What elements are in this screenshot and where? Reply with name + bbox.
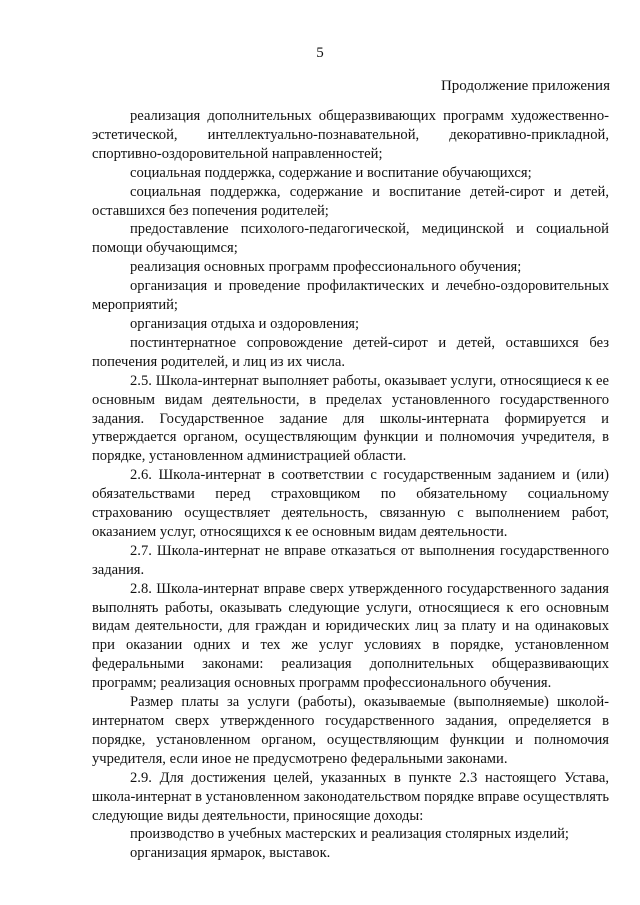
paragraph: постинтернатное сопровождение детей-сирот и детей, оставшихся без попечения родителей, и лиц из их числа. bbox=[92, 334, 609, 370]
paragraph: реализация дополнительных общеразвивающих программ художественно-эстетической, интеллектуально-познавательной, декоративно-прикладной, спортивно-оздоровительной направленностей; bbox=[92, 108, 609, 162]
paragraph-2-6: 2.6. Школа-интернат в соответствии с государственным заданием и (или) обязательствами перед страховщиком по обязательному социальному страхованию осуществляет деятельность, связанную с выполнением работ, оказанием услуг, относящихся к ее основным видам деятельности. bbox=[92, 467, 609, 540]
paragraph-2-5: 2.5. Школа-интернат выполняет работы, оказывает услуги, относящиеся к ее основным видам деятельности, в пределах установленного государственного задания. Государственное задание для школы-интерната формируется и утверждается органом, осуществляющим функции и полномочия учредителя, в порядке, установленном администрацией области. bbox=[92, 372, 609, 465]
paragraph: производство в учебных мастерских и реализация столярных изделий; bbox=[130, 826, 569, 843]
appendix-continuation-header: Продолжение приложения bbox=[440, 78, 610, 94]
paragraph-2-7: 2.7. Школа-интернат не вправе отказаться от выполнения государственного задания. bbox=[92, 542, 609, 578]
paragraph: организация и проведение профилактических и лечебно-оздоровительных мероприятий; bbox=[92, 278, 609, 314]
paragraph: реализация основных программ профессионального обучения; bbox=[130, 259, 522, 276]
paragraph: организация ярмарок, выставок. bbox=[130, 845, 331, 862]
document-body bbox=[92, 107, 609, 863]
paragraph: социальная поддержка, содержание и воспитание детей-сирот и детей, оставшихся без попечения родителей; bbox=[92, 183, 609, 219]
paragraph: Размер платы за услуги (работы), оказываемые (выполняемые) школой-интернатом сверх утвержденного государственного задания, определяется в порядке, установленном органом, осуществляющим функции и полномочия учредителя, если иное не предусмотрено федеральными законами. bbox=[92, 694, 609, 767]
page-number: 5 bbox=[316, 45, 324, 61]
paragraph-2-8: 2.8. Школа-интернат вправе сверх утвержденного государственного задания выполнять работы, оказывать следующие услуги, относящиеся к его основным видам деятельности, для граждан и юридических лиц за плату и на одинаковых при оказании одних и тех же услуг условиях в порядке, установленном федеральными законами: реализация дополнительных общеразвивающих программ; реализация основных программ профессионального обучения. bbox=[92, 580, 609, 692]
paragraph: социальная поддержка, содержание и воспитание обучающихся; bbox=[130, 164, 532, 181]
paragraph-2-9: 2.9. Для достижения целей, указанных в пункте 2.3 настоящего Устава, школа-интернат в установленном законодательством порядке вправе осуществлять следующие виды деятельности, приносящие доходы: bbox=[92, 769, 609, 824]
paragraph: организация отдыха и оздоровления; bbox=[130, 315, 360, 332]
paragraph: предоставление психолого-педагогической, медицинской и социальной помощи обучающимся; bbox=[92, 221, 609, 257]
